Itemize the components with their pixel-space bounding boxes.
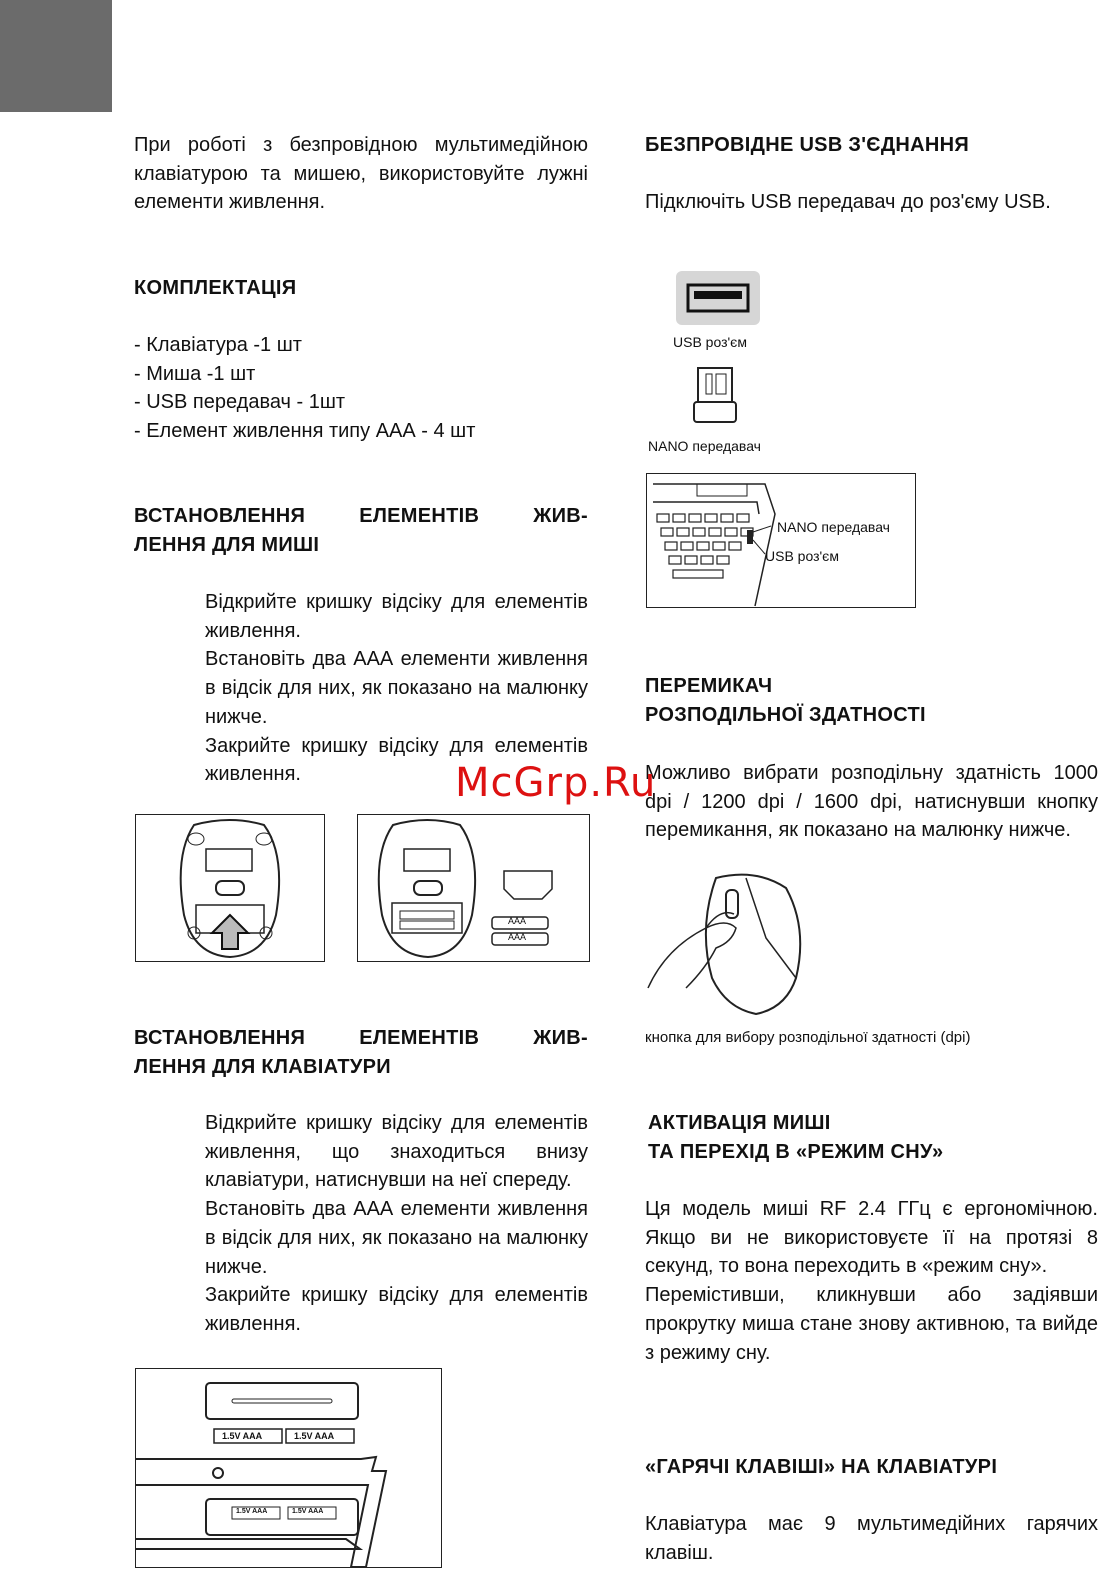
mouse-bottom-figure (135, 814, 325, 962)
dpi-text: Можливо вибрати розподільну здатність 1000 dpi / 1200 dpi / 1600 dpi, натиснувши кнопку перемикання, як показано на малюнку нижче. (645, 762, 1098, 842)
kit-item: - Миша -1 шт (134, 362, 256, 385)
mouse-underside-illustration (136, 815, 324, 961)
hotkeys-text: Клавіатура має 9 мультимедійних гарячих клавіш. (645, 1513, 1098, 1564)
mouse-open-compartment-illustration (358, 815, 589, 961)
sleep-text-block (645, 1195, 1098, 1367)
mouse-batteries-figure (357, 814, 590, 962)
kb-step-1: Відкрийте кришку відсіку для елементів живлення, що знаходиться внизу клавіатури, натиснувши на неї спереду. (205, 1112, 588, 1192)
kb-battery-label: 1.5V AAA (292, 1508, 324, 1515)
hotkeys-text-block (645, 1510, 1098, 1567)
keyboard-battery-figure (135, 1368, 442, 1568)
mouse-step-3: Закрийте кришку відсіку для елементів живлення. (205, 734, 588, 786)
laptop-usb-figure (646, 473, 916, 608)
kb-battery-label: 1.5V AAA (236, 1508, 268, 1515)
sleep-title-1: АКТИВАЦІЯ МИШІ (648, 1112, 831, 1134)
sleep-title-2: ТА ПЕРЕХІД В «РЕЖИМ СНУ» (648, 1140, 944, 1163)
usb-text: Підключіть USB передавач до роз'єму USB. (645, 191, 1051, 213)
kit-item: - Елемент живлення типу ААА - 4 шт (134, 420, 476, 443)
usb-title: БЕЗПРОВІДНЕ USB З'ЄДНАННЯ (645, 134, 970, 156)
kit-section (134, 274, 588, 303)
laptop-label-nano: NANO передавач (777, 519, 890, 535)
kb-battery-section (134, 1024, 588, 1081)
mouse-battery-title-2: ЛЕННЯ ДЛЯ МИШІ (134, 533, 320, 556)
kit-title: КОМПЛЕКТАЦІЯ (134, 277, 297, 299)
nano-receiver-symbol (692, 366, 740, 426)
watermark: McGrp.Ru (455, 760, 657, 806)
battery-label: AAA (508, 932, 527, 942)
mouse-battery-section (134, 502, 588, 559)
kb-battery-title-2: ЛЕННЯ ДЛЯ КЛАВІАТУРИ (134, 1055, 391, 1078)
dpi-caption: кнопка для вибору розподільної здатності (dpi) (645, 1029, 971, 1046)
hotkeys-title: «ГАРЯЧІ КЛАВІШІ» НА КЛАВІАТУРІ (645, 1456, 998, 1478)
usb-port-symbol (676, 271, 760, 325)
usb-section (645, 131, 1098, 160)
usb-text-block (645, 188, 1098, 217)
dpi-title-2: РОЗПОДІЛЬНОЇ ЗДАТНОСТІ (645, 703, 926, 726)
left-column (134, 131, 588, 217)
keyboard-compartment-illustration (136, 1369, 441, 1567)
mouse-step-1: Відкрийте кришку відсіку для елементів живлення. (205, 591, 588, 642)
kit-item: - Клавіатура -1 шт (134, 334, 302, 356)
kb-battery-steps (205, 1109, 588, 1339)
kb-step-3: Закрийте кришку відсіку для елементів живлення. (205, 1284, 588, 1335)
mouse-battery-steps (205, 588, 588, 789)
page-corner-tab (0, 0, 112, 112)
dpi-title-1: ПЕРЕМИКАЧ (645, 675, 773, 697)
kb-battery-label: 1.5V AAA (294, 1431, 335, 1441)
sleep-text-2: Перемістивши, кликнувши або задіявши прокрутку миша стане знову активною, та вийде з режиму сну. (645, 1284, 1098, 1364)
kit-item: - USB передавач - 1шт (134, 391, 346, 414)
nano-receiver-icon (692, 366, 740, 426)
mouse-battery-title-1: ВСТАНОВЛЕННЯ ЕЛЕМЕНТІВ ЖИВ- (134, 505, 588, 527)
usb-port-icon (676, 271, 760, 325)
nano-caption: NANO передавач (648, 438, 761, 454)
sleep-text-1: Ця модель миші RF 2.4 ГГц є ергономічною. Якщо ви не використовуєте її на протязі 8 секунд, то вона переходить в «режим сну». (645, 1198, 1098, 1278)
dpi-hand-figure (646, 868, 816, 1016)
hand-pressing-dpi-illustration (646, 868, 816, 1016)
kb-step-2: Встановіть два ААА елементи живлення в відсік для них, як показано на малюнку нижче. (205, 1198, 588, 1278)
hotkeys-section (645, 1453, 1098, 1482)
sleep-section (648, 1109, 1098, 1166)
kb-battery-label: 1.5V AAA (222, 1431, 263, 1441)
intro-text: При роботі з безпровідною мультимедійною клавіатурою та мишею, використовуйте лужні елементи живлення. (134, 134, 588, 214)
mouse-step-2: Встановіть два ААА елементи живлення в відсік для них, як показано на малюнку нижче. (205, 648, 588, 728)
laptop-illustration (647, 474, 915, 607)
dpi-section (645, 672, 1098, 729)
kb-battery-title-1: ВСТАНОВЛЕННЯ ЕЛЕМЕНТІВ ЖИВ- (134, 1027, 588, 1049)
usb-port-caption: USB роз'єм (673, 334, 747, 350)
battery-label: AAA (508, 916, 527, 926)
laptop-label-port: USB роз'єм (765, 548, 839, 564)
dpi-text-block (645, 759, 1098, 845)
kit-list (134, 331, 588, 446)
